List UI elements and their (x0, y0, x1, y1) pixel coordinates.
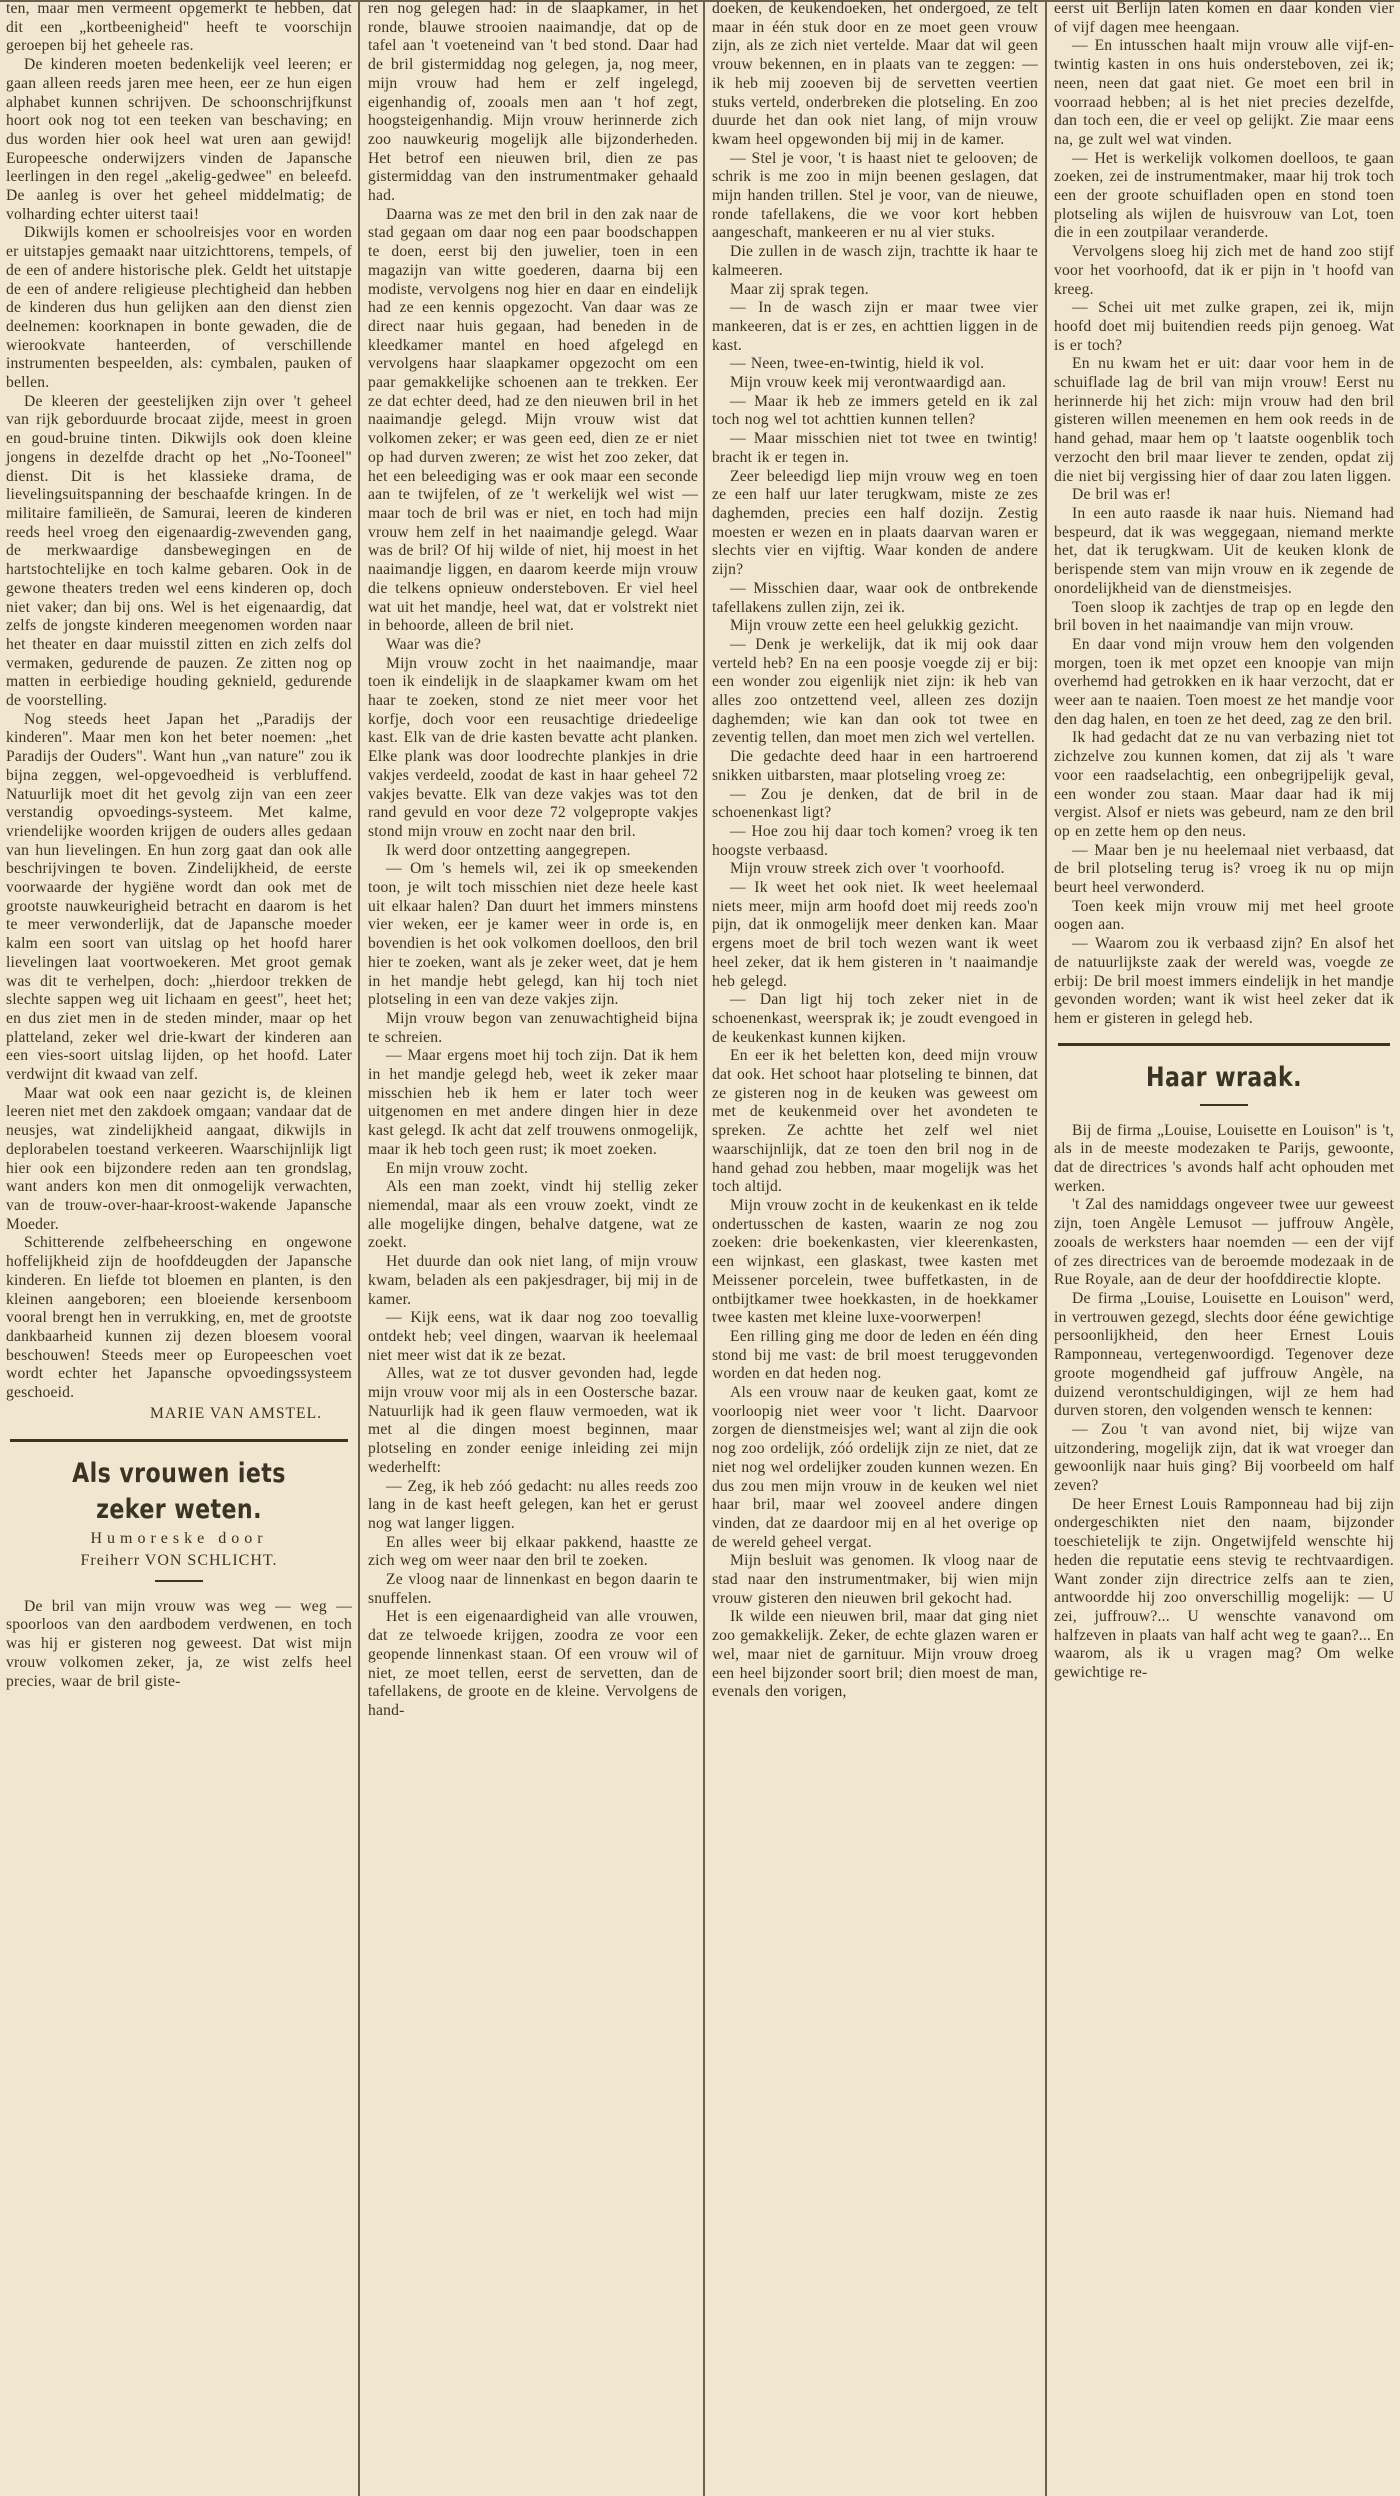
article-paragraph: — In de wasch zijn er maar twee vier mankeeren, dat is er zes, en achttien liggen in de kast. (712, 299, 1038, 354)
article-paragraph: En eer ik het beletten kon, deed mijn vrouw dat ook. Het schoot haar plotseling te binnen, dat ze gisteren nog in de keuken was geweest om met de keukenmeid over het avondeten te spreken. Ze achtte het zelf wel niet waarschijnlijk, dat ze toen den bril nog in de hand gehad zou hebben, maar mogelijk was het toch altijd. (712, 1047, 1038, 1196)
article-paragraph: — Maar misschien niet tot twee en twintig! bracht ik er tegen in. (712, 430, 1038, 466)
article-paragraph: Een rilling ging me door de leden en één ding stond bij me vast: de bril moest teruggevonden worden en dat heden nog. (712, 1327, 1038, 1383)
article-paragraph: — Dan ligt hij toch zeker niet in de schoenenkast, weersprak ik; je zoudt evengoed in de keukenkast kunnen kijken. (712, 991, 1038, 1046)
article-paragraph: — Denk je werkelijk, dat ik mij ook daar verteld heb? En na een poosje voegde zij er bij: een wonder zou eigenlijk niet zijn: ik heb van alles zoo ontzettend veel, alleen zes dozijn daghemden; wie kan dan ook tot twee en zeventig tellen, dan moet men zich wel vertellen. (712, 635, 1038, 747)
article-paragraph: — Om 's hemels wil, zei ik op smeekenden toon, je wilt toch misschien niet deze heele kast uit elkaar halen? Dan duurt het immers minstens vier weken, eer je kamer weer in orde is, en bovendien is het ook volkomen doelloos, den bril hier te zoeken, want als je zeker weet, dat je hem in het mandje hebt gelegd, kan hij toch niet plotseling in een van deze vakjes zijn. (368, 860, 698, 1009)
article-paragraph: En mijn vrouw zocht. (386, 1159, 529, 1177)
article-headline: Haar wraak. (1146, 1061, 1302, 1093)
article-paragraph: — Maar ergens moet hij toch zijn. Dat ik hem in het mandje gelegd heb, weet ik zeker maar misschien heb ik hem er later toch weer uitgenomen en met andere dingen hier in deze kast gelegd. Ik acht dat zelf trouwens onmogelijk, maar ik heb toch geen rust; ik moet zoeken. (368, 1047, 698, 1158)
article-paragraph: Ze vloog naar de linnenkast en begon daarin te snuffelen. (368, 1571, 698, 1607)
article-paragraph: De bril van mijn vrouw was weg — weg — spoorloos van den aardbodem verdwenen, en toch was hij er gisteren nog geweest. Dat wist mijn vrouw volkomen zeker, ja, ze wist zelfs heel precies, waar de bril giste- (6, 1597, 352, 1690)
article-paragraph: — Ik weet het ook niet. Ik weet heelemaal niets meer, mijn arm hoofd doet mij reeds zoo'n pijn, dat ik onmogelijk meer denken kan. Maar ergens moet de bril toch wezen want ik weet heel zeker, dat ik hem gisteren in 't naaimandje heb gelegd. (712, 879, 1038, 990)
article-paragraph: Maar zij sprak tegen. (730, 280, 869, 298)
article-paragraph: 't Zal des namiddags ongeveer twee uur geweest zijn, toen Angèle Lemusot — juffrouw Angèle, zooals de werksters haar noemden — een der vijf of zes directrices van de beroemde modezaak in de Rue Royale, aan de deur der hoofddirectie klopte. (1054, 1196, 1394, 1289)
article-paragraph: Mijn besluit was genomen. Ik vloog naar de stad naar den instrumentmaker, bij wien mijn vrouw gisteren den nieuwen bril gekocht had. (712, 1552, 1038, 1607)
column-divider (358, 0, 360, 2496)
article-paragraph: Dikwijls komen er schoolreisjes voor en worden er uitstapjes gemaakt naar uitzichttorens, tempels, of de een of andere historische plek. Geldt het uitstapje de een of andere religieuse plechtigheid dan hebben de kinderen dus hun gelijken aan den dienst zien deelnemen: koorknapen in bonte gewaden, die de wierookvate hanteerden, of verschillende instrumenten bespeelden, als: cymbalen, pauken of bellen. (6, 224, 352, 392)
article-paragraph: Ik had gedacht dat ze nu van verbazing niet tot zichzelve zou kunnen komen, dat zij als 't ware voor een raadselachtig, een onbegrijpelijk geval, een wonder zou staan. Maar daar had ik mij vergist. Alsof er niets was gebeurd, nam ze den bril op en zette hem op den neus. (1054, 729, 1394, 840)
column-4 (1048, 0, 1400, 2496)
article-paragraph: — Zeg, ik heb zóó gedacht: nu alles reeds zoo lang in de kast heeft gelegen, kan het er gerust nog wat langer liggen. (368, 1477, 698, 1532)
article-paragraph: — Zou 't van avond niet, bij wijze van uitzondering, mogelijk zijn, dat ik wat vroeger dan gewoonlijk naar huis ging? Bij voorbeeld om half zeven? (1054, 1420, 1394, 1495)
article-paragraph: In een auto raasde ik naar huis. Niemand had bespeurd, dat ik was weggegaan, niemand merkte het, dat ik terugkwam. Uit de keuken klonk de berispende stem van mijn vrouw en ik zegende de onordelijkheid van de dienstmeisjes. (1054, 504, 1394, 597)
article-paragraph: Toen sloop ik zachtjes de trap op en legde den bril boven in het naaimandje van mijn vrouw. (1054, 598, 1394, 635)
article-paragraph: De heer Ernest Louis Ramponneau had bij zijn ondergeschikten niet den naam, bijzonder toeschietelijk te zijn. Ongetwijfeld wenschte hij heden die reputatie eens stevig te rechtvaardigen. Want zonder zijn directrice zelfs aan te zien, antwoordde hij zoo onverschillig mogelijk: — U zei, juffrouw?... U wenschte vanavond om halfzeven in plaats van half acht weg te gaan?... En waarom, als ik u vragen mag? Om welke gewichtige re- (1054, 1495, 1394, 1682)
article-paragraph: Mijn vrouw begon van zenuwachtigheid bijna te schreien. (368, 1009, 698, 1046)
article-paragraph: Maar wat ook een naar gezicht is, de kleinen leeren niet met den zakdoek omgaan; vandaar dat de neusjes, wat zindelijkheid aangaat, dikwijls in deplorabelen toestand verkeeren. Waarschijnlijk ligt hier ook een bijzondere reden aan ten grondslag, want anders kon men dit onmogelijk verwachten, van de trouw-over-haar-kroost-wakende Japansche Moeder. (6, 1084, 352, 1233)
article-paragraph: — Zou je denken, dat de bril in de schoenenkast ligt? (712, 785, 1038, 822)
section-rule (1058, 1043, 1390, 1046)
article-paragraph: Vervolgens sloeg hij zich met de hand zoo stijf voor het voorhoofd, dat ik er pijn in 't hoofd van kreeg. (1054, 243, 1394, 298)
article-paragraph: Mijn vrouw keek mij verontwaardigd aan. (730, 374, 1007, 392)
column-2 (362, 0, 704, 2496)
article-paragraph: ten, maar men vermeent opgemerkt te hebben, dat dit een „kortbeenigheid" heeft te voorschijn geroepen bij het geheele ras. (6, 0, 352, 55)
article-paragraph: Waar was die? (386, 635, 482, 653)
article-headline: Als vrouwen iets zeker weten. (72, 1457, 286, 1525)
article-paragraph: De bril was er! (1072, 486, 1172, 504)
article-paragraph: — Stel je voor, 't is haast niet te gelooven; de schrik is me zoo in mijn beenen geslagen, dat mijn handen trillen. Stel je voor, van de nieuwe, ronde tafellakens, die we voor kort hebben aangeschaft, mankeeren er nu al vier stuks. (712, 149, 1038, 242)
article-paragraph: — En intusschen haalt mijn vrouw alle vijf-en-twintig kasten in ons huis ondersteboven, zei ik; neen, neen dat gaat niet. Ge moet een bril in voorraad hebben; al is het niet precies dezelfde, dan toch een, die er veel op gelijkt. Zie maar eens na, ge zult wel wat vinden. (1054, 37, 1394, 148)
article-paragraph: Ik werd door ontzetting aangegrepen. (386, 841, 631, 859)
column-divider (1045, 0, 1047, 2496)
column-3 (706, 0, 1044, 2496)
article-paragraph: — Neen, twee-en-twintig, hield ik vol. (730, 355, 985, 373)
article-paragraph: — Het is werkelijk volkomen doelloos, te gaan zoeken, zei de instrumentmaker, maar hij trok toch een der groote schuifladen open en stond toen plotseling als wijlen de huisvrouw van Lot, toen die in een zoutpilaar veranderde. (1054, 149, 1394, 242)
article-paragraph: Het duurde dan ook niet lang, of mijn vrouw kwam, beladen als een pakjesdrager, bij mij in de kamer. (368, 1253, 698, 1308)
column-divider (703, 0, 705, 2496)
article-paragraph: — Schei uit met zulke grapen, zei ik, mijn hoofd doet mij buitendien reeds pijn genoeg. Wat is er toch? (1054, 299, 1394, 354)
article-paragraph: Zeer beleedigd liep mijn vrouw weg en toen ze een half uur later terugkwam, miste ze zes daghemden, precies een half dozijn. Zestig moesten er wezen en in plaats daarvan waren er slechts vier en vijftig. Waar konden de andere zijn? (712, 467, 1038, 579)
article-paragraph: Schitterende zelfbeheersching en ongewone hoffelijkheid zijn de hoofddeugden der Japansche kinderen. En liefde tot bloemen en planten, is den kleinen aangeboren; een bloeiende kersenboom vooral brengt hen in verrukking, en, met de grootste dankbaarheid kunnen zij dezen bloesem vooral beschouwen! Steeds meer op Europeeschen voet wordt echter het Japansche opvoedingssysteem geschoeid. (6, 1234, 352, 1402)
article-paragraph: Alles, wat ze tot dusver gevonden had, legde mijn vrouw voor mij als in een Oostersche bazar. Natuurlijk had ik geen flauw vermoeden, wat ik met al die dingen moest beginnen, maar plotseling en zonder eenige inleiding zei mijn wederhelft: (368, 1365, 698, 1476)
article-paragraph: ren nog gelegen had: in de slaapkamer, in het ronde, blauwe strooien naaimandje, dat op de tafel aan 't voeteneind van 't bed stond. Daar had de bril gistermiddag nog gelegen, ja, nog meer, mijn vrouw had hem er zelf ingelegd, eigenhandig of, zooals men aan 't hof zegt, hoogsteigenhandig. Mijn vrouw herinnerde zich zoo nauwkeurig mogelijk alle bijzonderheden. Het betrof een nieuwen bril, dien ze pas gistermiddag van den instrumentmaker gehaald had. (368, 0, 698, 205)
article-paragraph: Ik wilde een nieuwen bril, maar dat ging niet zoo gemakkelijk. Zeker, de echte glazen waren er wel, maar niet de garnituur. Mijn vrouw droeg een heel bijzonder soort bril; dien moest de man, evenals den vorigen, (712, 1608, 1038, 1701)
article-paragraph: En nu kwam het er uit: daar voor hem in de schuiflade lag de bril van mijn vrouw! Eerst nu herinnerde hij het zich: mijn vrouw had den bril gisteren willen meenemen en hem ook reeds in de hand gehad, maar hem op 't laatste oogenblik toch verzocht den bril maar liever te zenden, opdat zij die niet bij vergissing hier of daar zou laten liggen. (1054, 355, 1394, 485)
article-paragraph: — Misschien daar, waar ook de ontbrekende tafellakens zullen zijn, zei ik. (712, 579, 1038, 616)
short-rule (155, 1580, 203, 1582)
article-paragraph: Mijn vrouw zocht in het naaimandje, maar toen ik eindelijk in de slaapkamer kwam om het haar te zoeken, stond ze niet meer voor het korfje, doch voor een reusachtige driedeelige kast. Elk van de drie kasten bevatte acht planken. Elke plank was door loodrechte plankjes in drie vakjes verdeeld, zoodat de kast in haar geheel 72 vakjes bevatte. Elk van deze vakjes was tot den rand gevuld en voor deze 72 volgepropte vakjes stond mijn vrouw en zocht naar den bril. (368, 654, 698, 840)
article-paragraph: Die gedachte deed haar in een hartroerend snikken uitbarsten, maar plotseling vroeg ze: (712, 748, 1038, 784)
article-paragraph: Toen keek mijn vrouw mij met heel groote oogen aan. (1054, 897, 1394, 934)
column-1 (0, 0, 358, 2496)
article-paragraph: — Kijk eens, wat ik daar nog zoo toevallig ontdekt heb; veel dingen, waarvan ik heelemaal niet meer wist dat ik ze bezat. (368, 1309, 698, 1364)
author-signature: MARIE VAN AMSTEL. (150, 1404, 322, 1422)
article-paragraph: De firma „Louise, Louisette en Louison" werd, in vertrouwen gezegd, slechts door ééne gewichtige persoonlijkheid, den heer Ernest Louis Ramponneau, vertegenwoordigd. Tegenover deze groote mogendheid gaf juffrouw Angèle, na duizend verontschuldigingen, wijl ze hem had durven storen, den volgenden wensch te kennen: (1054, 1290, 1394, 1420)
article-paragraph: Als een man zoekt, vindt hij stellig zeker niemendal, maar als een vrouw zoekt, vindt ze alle mogelijke dingen, behalve datgene, wat ze zoekt. (368, 1178, 698, 1252)
article-paragraph: — Maar ik heb ze immers geteld en ik zal toch nog wel tot achttien kunnen tellen? (712, 392, 1038, 429)
article-paragraph: — Hoe zou hij daar toch komen? vroeg ik ten hoogste verbaasd. (712, 822, 1038, 859)
article-paragraph: Mijn vrouw streek zich over 't voorhoofd. (730, 860, 1005, 878)
article-paragraph: Mijn vrouw zette een heel gelukkig gezicht. (730, 617, 1019, 635)
article-byline: Humoreske door (90, 1529, 268, 1547)
article-paragraph: Mijn vrouw zocht in de keukenkast en ik telde ondertusschen de kasten, waarin ze nog zou zoeken: drie boekenkasten, vier kleerenkasten, een wijnkast, een glaskast, twee kasten met Meissener porcelein, twee buffetkasten, in de ontbijtkamer twee hoekkasten, in de hoekkamer twee kasten met kleine luxe-voorwerpen! (712, 1197, 1038, 1327)
article-paragraph: Die zullen in de wasch zijn, trachtte ik haar te kalmeeren. (712, 243, 1038, 279)
article-paragraph: De kleeren der geestelijken zijn over 't geheel van rijk geborduurde brocaat zijde, meest in groen en goud-bruine tinten. Dikwijls ook doen kleine jongens in dezelfde dracht op het „No-Tooneel" dienst. Dit is het klassieke drama, de lievelingsuitspanning der beschaafde kringen. In de militaire familieën, de Samurai, leeren de kinderen reeds heel vroeg den eigenaardig-zwevenden gang, de merkwaardige dansbewegingen en de hartstochtelijke en toch kalme gebaren. Ook in de gewone theaters treden wel eens kinderen op, doch niet vaker; dan bij ons. Wel is het eigenaardig, dat zelfs de jongste kinderen meegenomen worden naar het theater en daar muisstil zitten en zich zelfs dol vermaken, gedurende de pauzen. Ze zitten nog op matten in eerbiedige houding geknield, gedurende de voorstelling. (6, 392, 352, 710)
section-rule (10, 1439, 348, 1442)
article-paragraph: Daarna was ze met den bril in den zak naar de stad gegaan om daar nog een paar boodschappen te doen, eerst bij den juwelier, toen in een magazijn van witte goederen, daarna bij een modiste, vervolgens nog hier en daar en eindelijk had ze een kennis opgezocht. Van daar was ze direct naar huis gegaan, had beneden in de kleedkamer mantel en hoed afgelegd en vervolgens haar slaapkamer opgezocht om een paar gemakkelijke schoenen aan te trekken. Eer ze dat echter deed, had ze den nieuwen bril in het naaimandje gelegd. Mijn vrouw wist dat volkomen zeker; er was geen eed, dien ze er niet op had durven zweren; ze wist het zoo zeker, dat het een beleediging was er ook maar een seconde aan te twijfelen, of ze 't werkelijk wel wist — maar toch de bril was er niet, en toch had mijn vrouw hem zelf in het naaimandje gelegd. Waar was de bril? Of hij wilde of niet, hij moest in het naaimandje liggen, en daarom keerde mijn vrouw die telkens opnieuw ondersteboven. Er viel heel wat uit het mandje, heel wat, dat er volstrekt niet in behoorde, alleen de bril niet. (368, 205, 698, 635)
article-paragraph: Het is een eigenaardigheid van alle vrouwen, dat ze telwoede krijgen, zoodra ze voor een geopende linnenkast staan. Of een vrouw wil of niet, ze moet tellen, eerst de servetten, dan de tafellakens, de groote en de kleine. Vervolgens de hand- (368, 1608, 698, 1719)
article-paragraph: En alles weer bij elkaar pakkend, haastte ze zich weg om weer naar den bril te zoeken. (368, 1533, 698, 1570)
article-paragraph: doeken, de keukendoeken, het ondergoed, ze telt maar in één stuk door en ze moet geen vrouw zijn, als ze zich niet vertelde. Maar dat wil geen vrouw bekennen, en in plaats van te zeggen: — ik heb mij zooeven bij de servetten veertien stuks verteld, onderbreken die plotseling. En zoo duurde het dan ook niet lang, of mijn vrouw kwam heel opgewonden bij mij in de kamer. (712, 0, 1038, 148)
article-paragraph: Bij de firma „Louise, Louisette en Louison" is 't, als in de meeste modezaken te Parijs, gewoonte, dat de directrices 's avonds half acht ophouden met werken. (1054, 1121, 1394, 1195)
article-paragraph: eerst uit Berlijn laten komen en daar konden vier of vijf dagen mee heengaan. (1054, 0, 1394, 36)
article-paragraph: Als een vrouw naar de keuken gaat, komt ze voorloopig niet weer voor 't licht. Daarvoor zorgen de dienstmeisjes wel; want al zijn die ook nog zoo ordelijk, zóó ordelijk zijn ze niet, dat ze niet nog wel ordelijker zouden kunnen wezen. En dus zou men mijn vrouw in de keuken wel niet haar bril, maar wel zooveel andere dingen vinden, dat ze daardoor mij en al het overige op de wereld geheel vergat. (712, 1384, 1038, 1551)
article-paragraph: — Maar ben je nu heelemaal niet verbaasd, dat de bril plotseling terug is? vroeg ik nu op mijn beurt heel verwonderd. (1054, 841, 1394, 897)
article-paragraph: En daar vond mijn vrouw hem den volgenden morgen, toen ik met opzet een knoopje van mijn overhemd had getrokken en ik haar verzocht, dat er weer aan te naaien. Toen moest ze het mandje voor den dag halen, en toen ze het deed, zag ze den bril. (1054, 635, 1394, 728)
article-paragraph: — Waarom zou ik verbaasd zijn? En alsof het de natuurlijkste zaak der wereld was, voegde ze erbij: De bril moest immers eindelijk in het mandje gevonden worden; want ik wist heel zeker dat ik hem er gisteren in gelegd heb. (1054, 935, 1394, 1027)
short-rule (1200, 1104, 1248, 1106)
article-paragraph: Nog steeds heet Japan het „Paradijs der kinderen". Maar men kon het beter noemen: „het Paradijs der Ouders". Want hun „van nature" zou ik bijna zeggen, wel-opgevoedheid is verbluffend. Natuurlijk moet dit het gevolg zijn van een zeer verstandig opvoedings-systeem. Met kalme, vriendelijke woorden krijgen de ouders alles gedaan van hun lievelingen. En hun zorg gaat dan ook alle beschrijvingen te boven. Zindelijkheid, de eerste voorwaarde der hygiëne wordt dan ook met de grootste nauwkeurigheid betracht en daarom is het te meer verwonderlijk, dat de Japansche moeder kalm een soort van uitslag op het hoofd harer lievelingen laat voortwoekeren. Met groot gemak was dit te verhelpen, doch: „hierdoor trekken de slechte sappen weg uit lichaam en geest", heet het; en dus ziet men in de steden minder, maar op het platteland, zeker wel drie-kwart der kinderen aan een vies-soort uitslag lijden, op het hoofd. Later verdwijnt dit kwaad van zelf. (6, 710, 352, 1084)
article-paragraph: De kinderen moeten bedenkelijk veel leeren; er gaan alleen reeds jaren mee heen, eer ze hun eigen alphabet kunnen schrijven. De schoonschrijfkunst hoort ook nog tot een teeken van beschaving; en dus worden hier ook heel wat uren aan gewijd! Europeesche onderwijzers vinden de Japansche leerlingen in den regel „akelig-gedwee" en beleefd. De aanleg is over het geheel middelmatig; de volharding echter uiterst taai! (6, 56, 352, 223)
article-byline: Freiherr VON SCHLICHT. (80, 1551, 278, 1569)
